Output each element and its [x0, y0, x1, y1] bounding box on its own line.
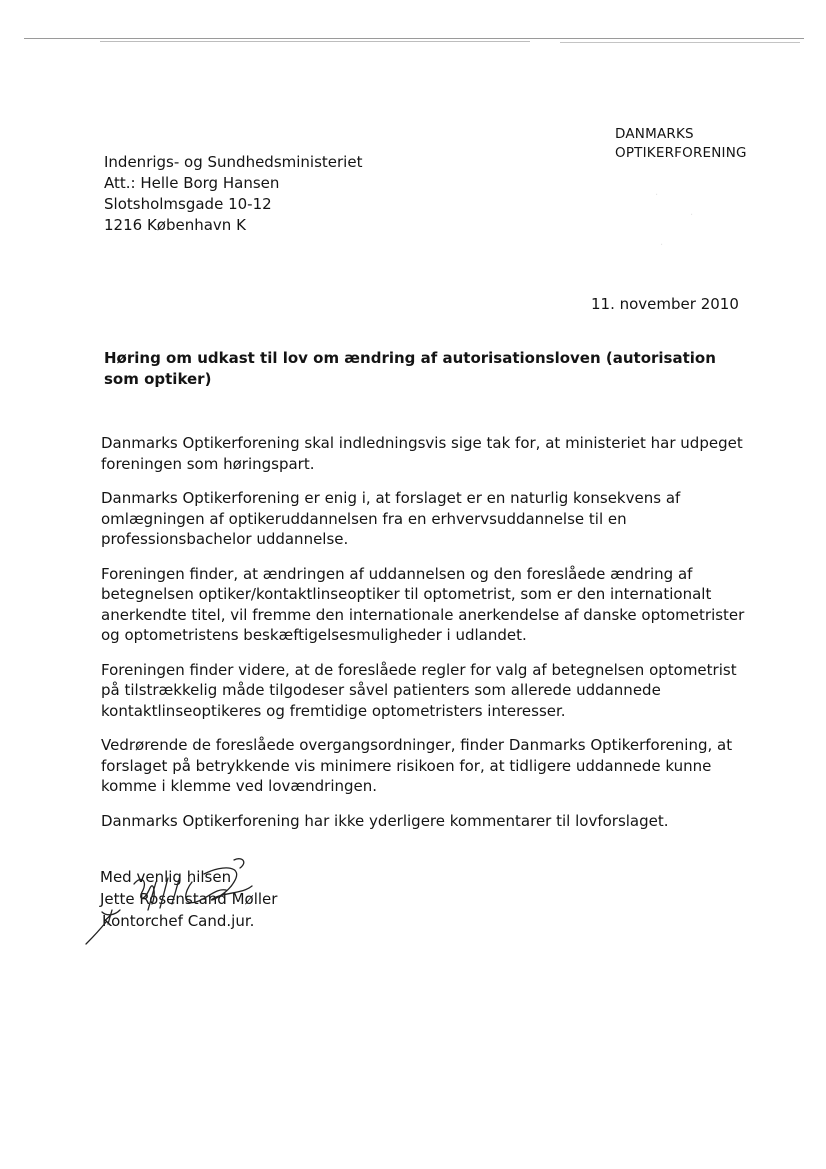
org-name-line: OPTIKERFORENING	[615, 145, 747, 161]
recipient-attention: Att.: Helle Borg Hansen	[104, 174, 280, 192]
paragraph-line: forslaget på betrykkende vis minimere risikoen for, at tidligere uddannede kunne	[101, 756, 712, 775]
signature-stroke	[204, 868, 252, 900]
handwritten-signature	[84, 852, 284, 952]
paragraph-line: på tilstrækkelig måde tilgodeser såvel patienters som allerede uddannede	[101, 681, 661, 699]
paragraph-line: og optometristens beskæftigelsesmuligheder i udlandet.	[101, 626, 527, 644]
body-paragraph	[101, 488, 726, 550]
paragraph-line: Foreningen finder videre, at de foreslåede regler for valg af betegnelsen optometrist	[101, 660, 737, 679]
scan-speck: ·	[690, 210, 694, 221]
paragraph-line: foreningen som høringspart.	[101, 454, 315, 473]
letterhead-organization	[615, 125, 747, 163]
signature-stroke	[108, 910, 112, 924]
scan-speck: ·	[660, 240, 664, 251]
letter-subject: Høring om udkast til lov om ændring af autorisationsloven (autorisation som optiker)	[104, 349, 716, 388]
scan-speck: ·	[655, 190, 659, 201]
letter-body	[101, 433, 745, 845]
paragraph-line: anerkendte titel, vil fremme den internationale anerkendelse af danske optometrister	[101, 605, 745, 624]
body-paragraph	[101, 735, 733, 797]
paragraph-line: komme i klemme ved lovændringen.	[101, 777, 378, 795]
letter-date: 11. november 2010	[591, 295, 739, 313]
signatory-title: Kontorchef Cand.jur.	[102, 912, 255, 930]
signature-stroke	[172, 876, 180, 904]
signature-stroke	[86, 922, 106, 944]
body-paragraph	[101, 564, 745, 646]
signature-stroke	[186, 882, 226, 903]
paragraph-line: professionsbachelor uddannelse.	[101, 530, 349, 548]
org-name-line: DANMARKS	[615, 126, 694, 142]
recipient-city: 1216 København K	[104, 216, 246, 234]
body-paragraph	[101, 660, 737, 722]
paragraph-line: Danmarks Optikerforening skal indledningsvis sige tak for, at ministeriet har udpeget	[101, 434, 743, 452]
paragraph-line: omlægningen af optikeruddannelsen fra en erhvervsuddannelse til en	[101, 509, 627, 528]
body-paragraph	[101, 433, 743, 474]
body-paragraph	[101, 811, 726, 832]
paragraph-line: kontaktlinseoptikeres og fremtidige optometristers interesser.	[101, 701, 566, 720]
signature-stroke	[160, 878, 168, 908]
paragraph-line: Foreningen finder, at ændringen af uddannelsen og den foreslåede ændring af	[101, 564, 693, 583]
paragraph-line: Danmarks Optikerforening har ikke yderligere kommentarer til lovforslaget.	[101, 811, 669, 830]
paragraph-line: Danmarks Optikerforening er enig i, at forslaget er en naturlig konsekvens af	[101, 489, 681, 507]
recipient-street: Slotsholmsgade 10-12	[104, 195, 272, 213]
paragraph-line: betegnelsen optiker/kontaktlinseoptiker til optometrist, som er den internationalt	[101, 585, 712, 603]
signature-stroke	[234, 859, 244, 868]
paragraph-line: Vedrørende de foreslåede overgangsordninger, finder Danmarks Optikerforening, at	[101, 736, 733, 754]
recipient-organization: Indenrigs- og Sundhedsministeriet	[104, 153, 363, 171]
scan-border-line	[24, 38, 804, 39]
closing-greeting: Med venlig hilsen	[100, 868, 232, 886]
scan-border-line	[100, 41, 530, 42]
signatory-name: Jette Rosenstand Møller	[100, 890, 278, 908]
scan-border-line	[560, 42, 800, 43]
recipient-address	[104, 152, 362, 236]
